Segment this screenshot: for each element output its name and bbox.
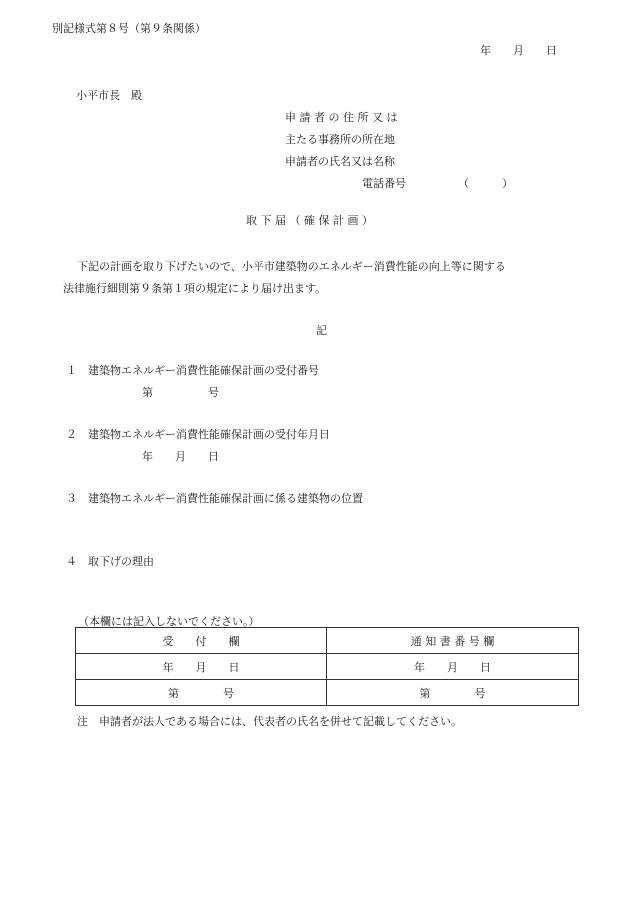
table-row — [76, 680, 579, 706]
ki-heading: 記 — [316, 324, 327, 337]
item-4-number: ４ — [66, 555, 77, 568]
reception-header: 受 付 欄 — [76, 628, 327, 654]
table-row — [76, 654, 579, 680]
item-1-number: １ — [66, 364, 77, 377]
item-2-value: 年 月 日 — [142, 450, 219, 463]
phone-paren: （ ） — [458, 177, 513, 190]
applicant-name-label: 申請者の氏名又は名称 — [285, 155, 395, 168]
office-use-table — [75, 627, 579, 706]
table-header-row — [76, 628, 579, 654]
item-2-label: 建築物エネルギー消費性能確保計画の受付年月日 — [88, 428, 330, 441]
notice-number-cell: 第 号 — [327, 680, 579, 706]
document-title: 取 下 届 （ 確 保 計 画 ） — [246, 214, 373, 227]
footnote: 注 申請者が法人である場合には、代表者の氏名を併せて記載してください。 — [77, 715, 462, 728]
phone-label: 電話番号 — [362, 177, 406, 190]
item-1-value: 第 号 — [142, 386, 219, 399]
item-4-label: 取下げの理由 — [88, 555, 154, 568]
item-1-label: 建築物エネルギー消費性能確保計画の受付番号 — [88, 364, 319, 377]
addressee: 小平市長 殿 — [76, 89, 142, 102]
office-use-note: （本欄には記入しないでください。） — [78, 615, 260, 628]
item-3-number: ３ — [66, 492, 77, 505]
body-text-line-2: 法律施行細則第９条第１項の規定により届け出ます。 — [63, 282, 327, 295]
reception-date-cell: 年 月 日 — [76, 654, 327, 680]
item-2-number: ２ — [66, 428, 77, 441]
notice-date-cell: 年 月 日 — [327, 654, 579, 680]
item-3-label: 建築物エネルギー消費性能確保計画に係る建築物の位置 — [88, 492, 363, 505]
date-line: 年 月 日 — [480, 44, 557, 57]
applicant-office-label: 主たる事務所の所在地 — [285, 133, 395, 146]
notice-number-header: 通 知 書 番 号 欄 — [327, 628, 579, 654]
reception-number-cell: 第 号 — [76, 680, 327, 706]
applicant-address-label: 申 請 者 の 住 所 又 は — [285, 111, 398, 124]
body-text-line-1: 下記の計画を取り下げたいので、小平市建築物のエネルギー消費性能の向上等に関する — [77, 260, 506, 273]
form-number: 別記様式第８号（第９条関係） — [52, 22, 206, 35]
